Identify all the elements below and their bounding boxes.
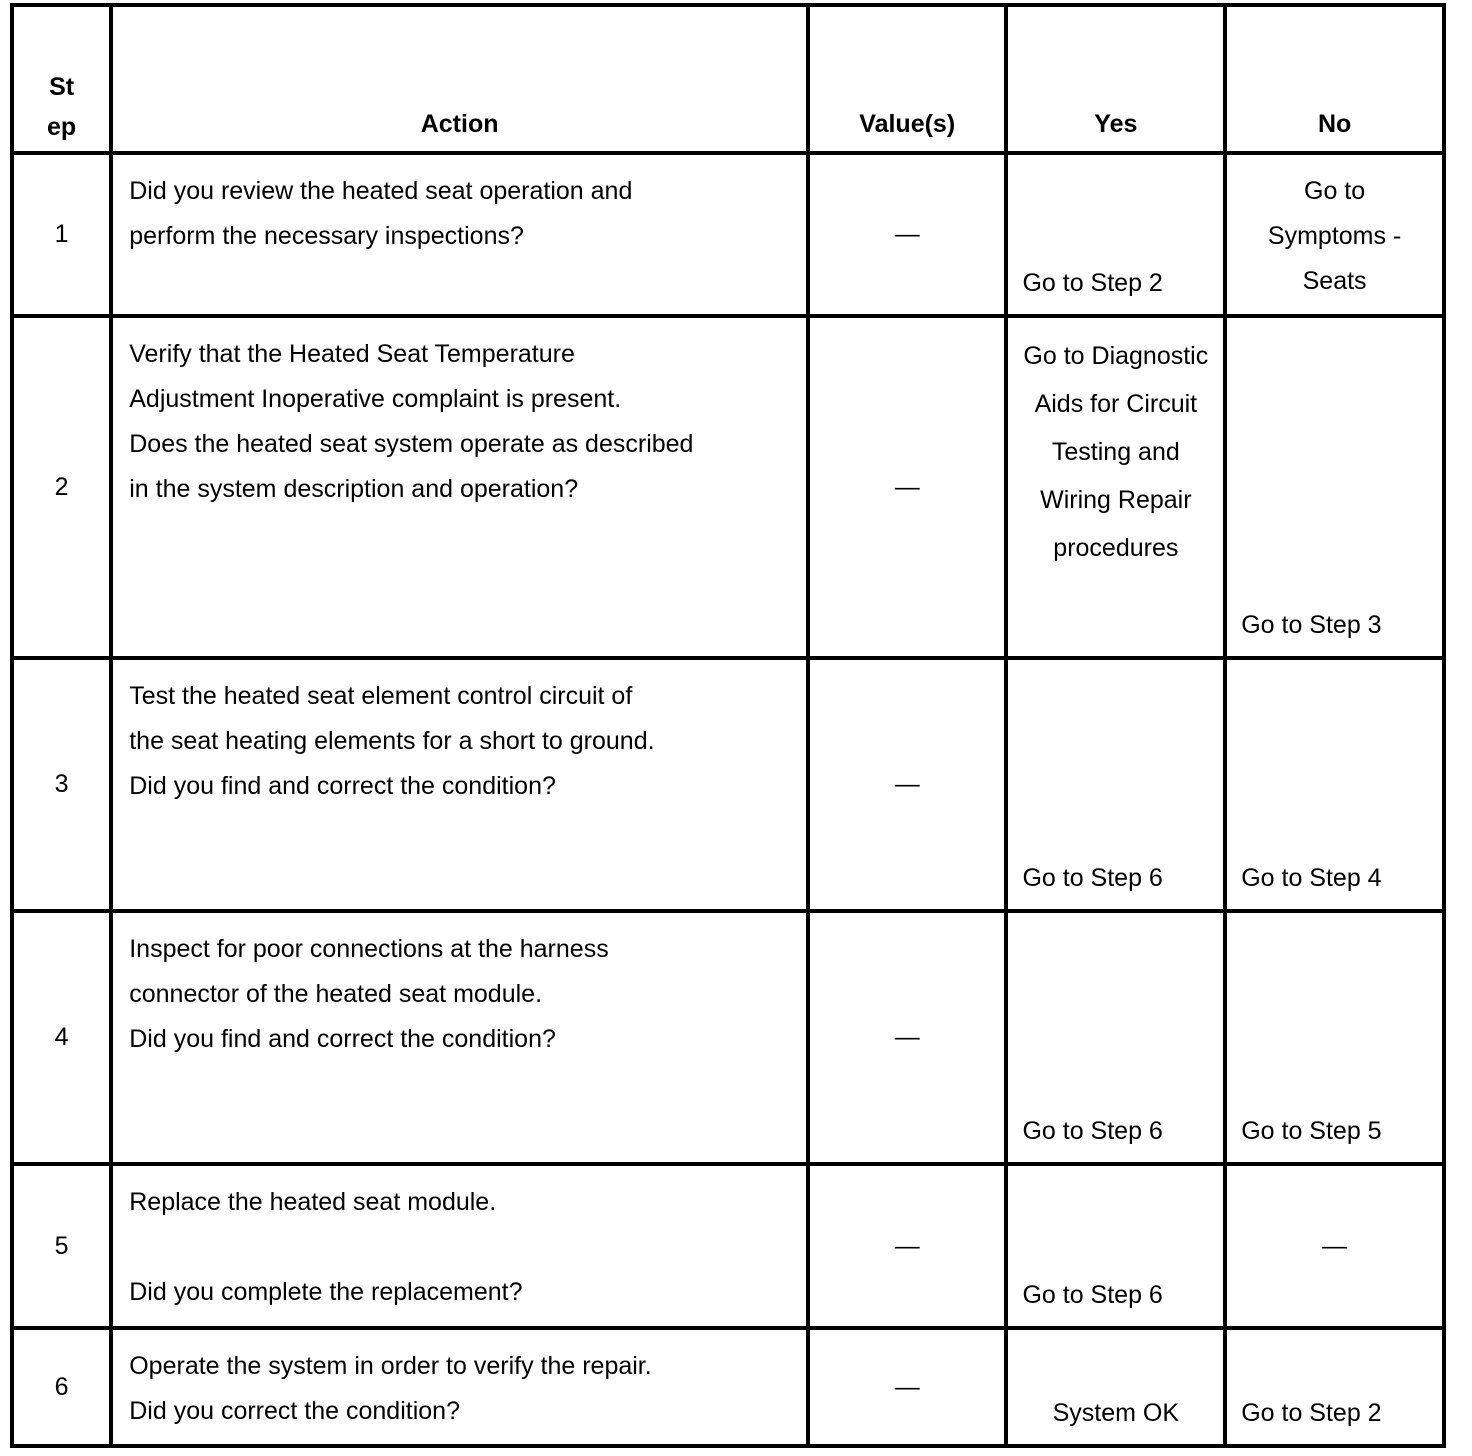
table-row-step-6 <box>12 1328 1444 1446</box>
action-text: Inspect for poor connections at the harness connector of the heated seat module. Did you find and correct the condition? <box>111 911 808 1164</box>
value-cell: — <box>808 316 1006 658</box>
table-row-step-5 <box>12 1164 1444 1328</box>
action-text: Did you review the heated seat operation and perform the necessary inspections? <box>111 153 808 316</box>
yes-cell: Go to Step 2 <box>1006 153 1225 316</box>
table-row-step-4 <box>12 911 1444 1164</box>
no-cell: Go to Symptoms - Seats <box>1225 153 1444 316</box>
yes-cell: Go to Diagnostic Aids for Circuit Testing and Wiring Repair procedures <box>1006 316 1225 658</box>
step-number: 4 <box>12 911 111 1164</box>
no-cell: Go to Step 4 <box>1225 658 1444 911</box>
value-cell: — <box>808 153 1006 316</box>
step-number: 1 <box>12 153 111 316</box>
header-values: Value(s) <box>808 5 1006 153</box>
action-text: Operate the system in order to verify the repair. Did you correct the condition? <box>111 1328 808 1446</box>
yes-cell: Go to Step 6 <box>1006 1164 1225 1328</box>
no-cell: Go to Step 2 <box>1225 1328 1444 1446</box>
step-number: 5 <box>12 1164 111 1328</box>
no-cell: Go to Step 3 <box>1225 316 1444 658</box>
value-cell: — <box>808 1328 1006 1446</box>
step-number: 2 <box>12 316 111 658</box>
table-row-step-3 <box>12 658 1444 911</box>
action-text: Verify that the Heated Seat Temperature Adjustment Inoperative complaint is present. Does the heated seat system operate as described in the system description and operation? <box>111 316 808 658</box>
step-number: 6 <box>12 1328 111 1446</box>
table-row-step-1 <box>12 153 1444 316</box>
diagnostic-table <box>10 3 1446 1448</box>
yes-cell: System OK <box>1006 1328 1225 1446</box>
yes-cell: Go to Step 6 <box>1006 658 1225 911</box>
yes-cell: Go to Step 6 <box>1006 911 1225 1164</box>
table-row-step-2 <box>12 316 1444 658</box>
header-no: No <box>1225 5 1444 153</box>
no-cell: Go to Step 5 <box>1225 911 1444 1164</box>
no-cell: — <box>1225 1164 1444 1328</box>
value-cell: — <box>808 1164 1006 1328</box>
header-step: St ep <box>12 5 111 153</box>
header-action: Action <box>111 5 808 153</box>
value-cell: — <box>808 658 1006 911</box>
step-number: 3 <box>12 658 111 911</box>
action-text: Test the heated seat element control circuit of the seat heating elements for a short to ground. Did you find and correct the condition? <box>111 658 808 911</box>
header-yes: Yes <box>1006 5 1225 153</box>
action-text: Replace the heated seat module. Did you complete the replacement? <box>111 1164 808 1328</box>
value-cell: — <box>808 911 1006 1164</box>
header-row <box>12 5 1444 153</box>
